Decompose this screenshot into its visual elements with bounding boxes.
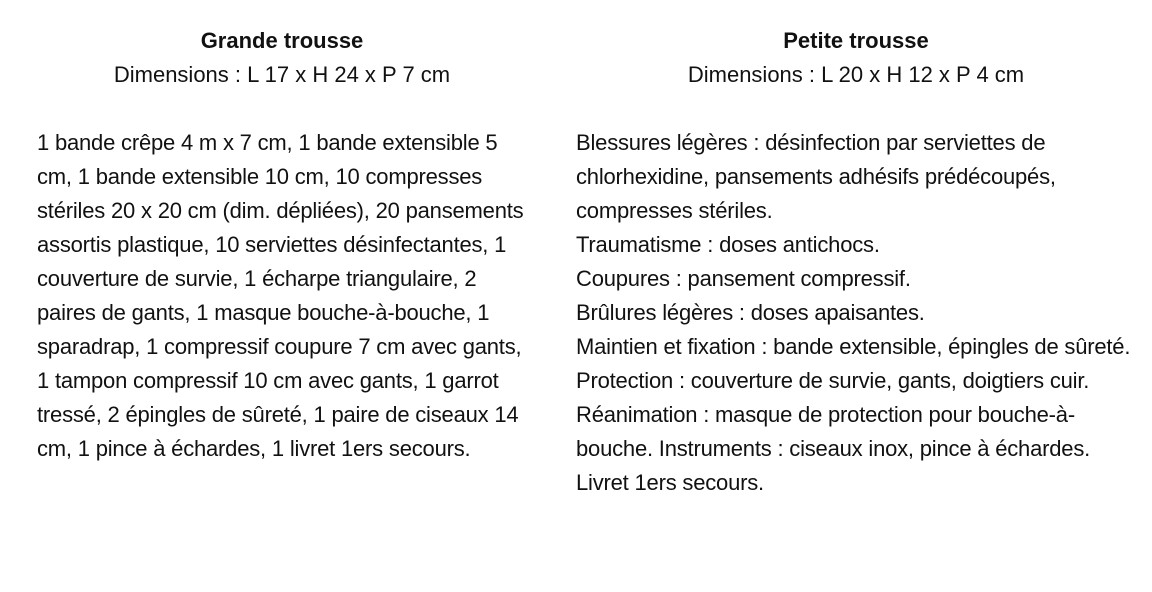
small-kit-line-minor-wounds: Blessures légères : désinfection par serviettes de chlorhexidine, pansements adhésifs prédécoupés, compresses stériles.: [576, 130, 1056, 223]
large-kit-title: Grande trousse: [200, 28, 364, 53]
small-kit-contents: [576, 126, 1136, 500]
small-kit-line-cuts: Coupures : pansement compressif.: [576, 266, 911, 291]
small-kit-line-trauma: Traumatisme : doses antichocs.: [576, 232, 880, 257]
small-kit-line-burns: Brûlures légères : doses apaisantes.: [576, 300, 925, 325]
small-kit-column: [576, 24, 1136, 500]
large-kit-column: [37, 24, 527, 466]
small-kit-dimensions: Dimensions : L 20 x H 12 x P 4 cm: [687, 62, 1025, 87]
large-kit-contents: [37, 126, 527, 466]
small-kit-line-support: Maintien et fixation : bande extensible, épingles de sûreté. Protection : couverture de survie, gants, doigtiers cuir. Réanimation : masque de protection pour bouche-à-bouche. Instruments : ciseaux inox, pince à échardes. Livret 1ers secours.: [576, 334, 1131, 495]
large-kit-dimensions: Dimensions : L 17 x H 24 x P 7 cm: [113, 62, 451, 87]
large-kit-contents-text: 1 bande crêpe 4 m x 7 cm, 1 bande extensible 5 cm, 1 bande extensible 10 cm, 10 compresses stériles 20 x 20 cm (dim. dépliées), 20 pansements assortis plastique, 10 serviettes désinfectantes, 1 couverture de survie, 1 écharpe triangulaire, 2 paires de gants, 1 masque bouche-à-bouche, 1 sparadrap, 1 compressif coupure 7 cm avec gants, 1 tampon compressif 10 cm avec gants, 1 garrot tressé, 2 épingles de sûreté, 1 paire de ciseaux 14 cm, 1 pince à échardes, 1 livret 1ers secours.: [37, 130, 524, 461]
small-kit-title: Petite trousse: [783, 28, 929, 53]
small-kit-header: [576, 24, 1136, 92]
large-kit-header: [37, 24, 527, 92]
